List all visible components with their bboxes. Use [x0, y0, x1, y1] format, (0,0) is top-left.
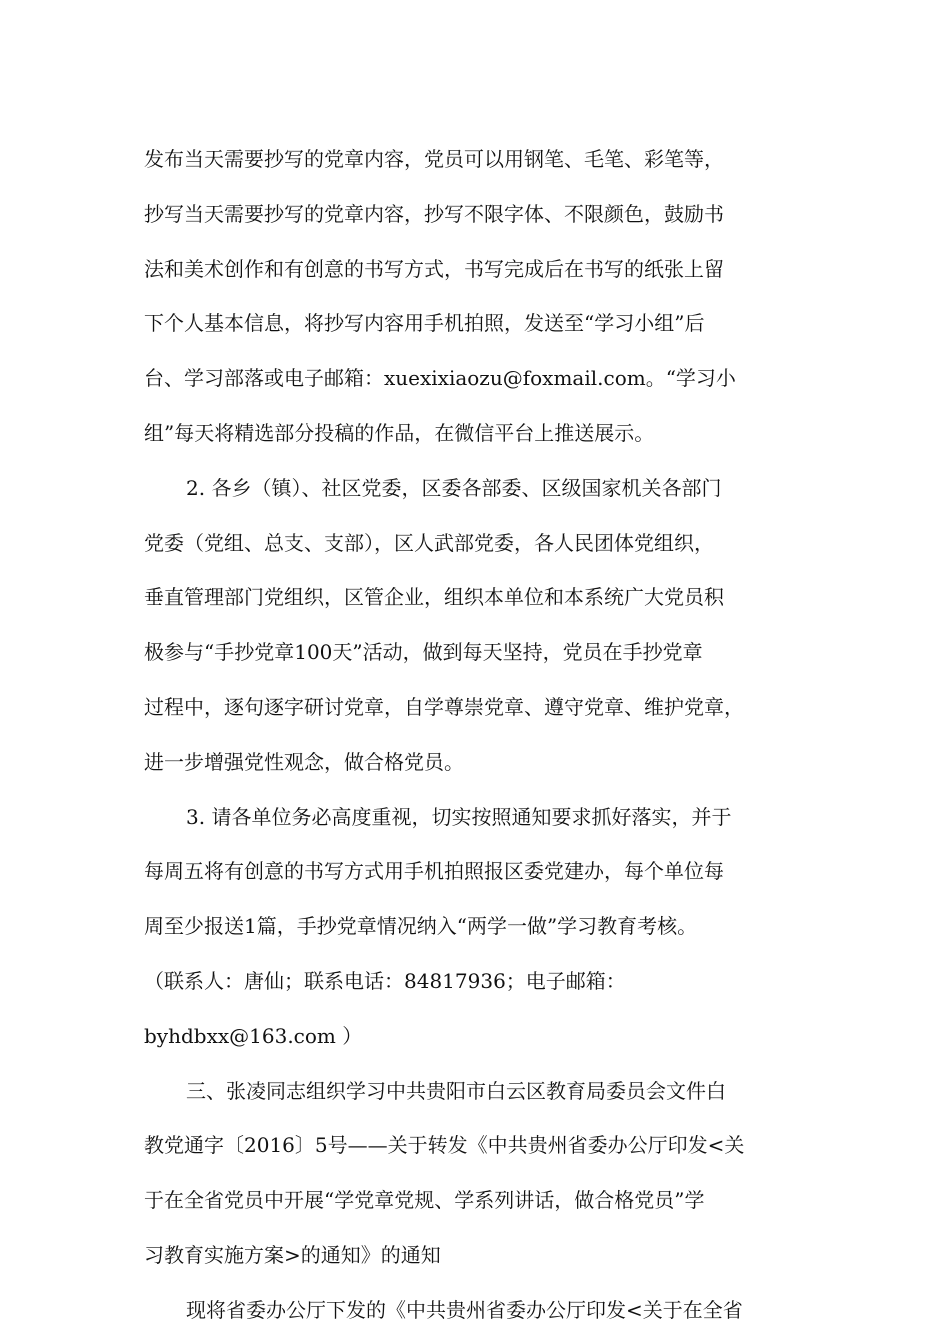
text-line: 极参与“手抄党章100天”活动，做到每天坚持，党员在手抄党章 [144, 640, 703, 665]
text-line: 周至少报送1篇，手抄党章情况纳入“两学一做”学习教育考核。 [144, 914, 698, 939]
text-line: （联系人：唐仙；联系电话：84817936；电子邮箱： [144, 968, 626, 993]
text-line: 抄写当天需要抄写的党章内容，抄写不限字体、不限颜色，鼓励书 [144, 201, 724, 226]
text-line: 3. 请各单位务必高度重视，切实按照通知要求抓好落实，并于 [186, 804, 732, 829]
text-line: 组”每天将精选部分投稿的作品，在微信平台上推送展示。 [144, 420, 655, 445]
text-line: 进一步增强党性观念，做合格党员。 [144, 749, 464, 774]
text-line: 2. 各乡（镇）、社区党委，区委各部委、区级国家机关各部门 [186, 475, 722, 500]
text-line: byhdbxx@163.com ） [144, 1023, 363, 1048]
text-line: 教党通字〔2016〕5号——关于转发《中共贵州省委办公厅印发<关 [144, 1133, 745, 1158]
text-line: 习教育实施方案>的通知》的通知 [144, 1242, 441, 1267]
text-line: 垂直管理部门党组织，区管企业，组织本单位和本系统广大党员积 [144, 585, 724, 610]
text-line: 法和美术创作和有创意的书写方式，书写完成后在书写的纸张上留 [144, 256, 724, 281]
document-body [144, 132, 812, 1338]
text-line: 每周五将有创意的书写方式用手机拍照报区委党建办，每个单位每 [144, 859, 724, 884]
text-line: 现将省委办公厅下发的《中共贵州省委办公厅印发<关于在全省 [186, 1297, 743, 1322]
text-line: 过程中，逐句逐字研讨党章，自学尊崇党章、遵守党章、维护党章， [144, 694, 744, 719]
text-line: 三、张凌同志组织学习中共贵阳市白云区教育局委员会文件白 [186, 1078, 726, 1103]
text-line: 台、学习部落或电子邮箱：xuexixiaozu@foxmail.com。“学习小 [144, 366, 736, 391]
text-line: 于在全省党员中开展“学党章党规、学系列讲话，做合格党员”学 [144, 1188, 705, 1213]
text-line: 下个人基本信息，将抄写内容用手机拍照，发送至“学习小组”后 [144, 311, 705, 336]
text-line: 发布当天需要抄写的党章内容，党员可以用钢笔、毛笔、彩笔等， [144, 147, 724, 171]
text-line: 党委（党组、总支、支部），区人武部党委，各人民团体党组织， [144, 530, 714, 555]
